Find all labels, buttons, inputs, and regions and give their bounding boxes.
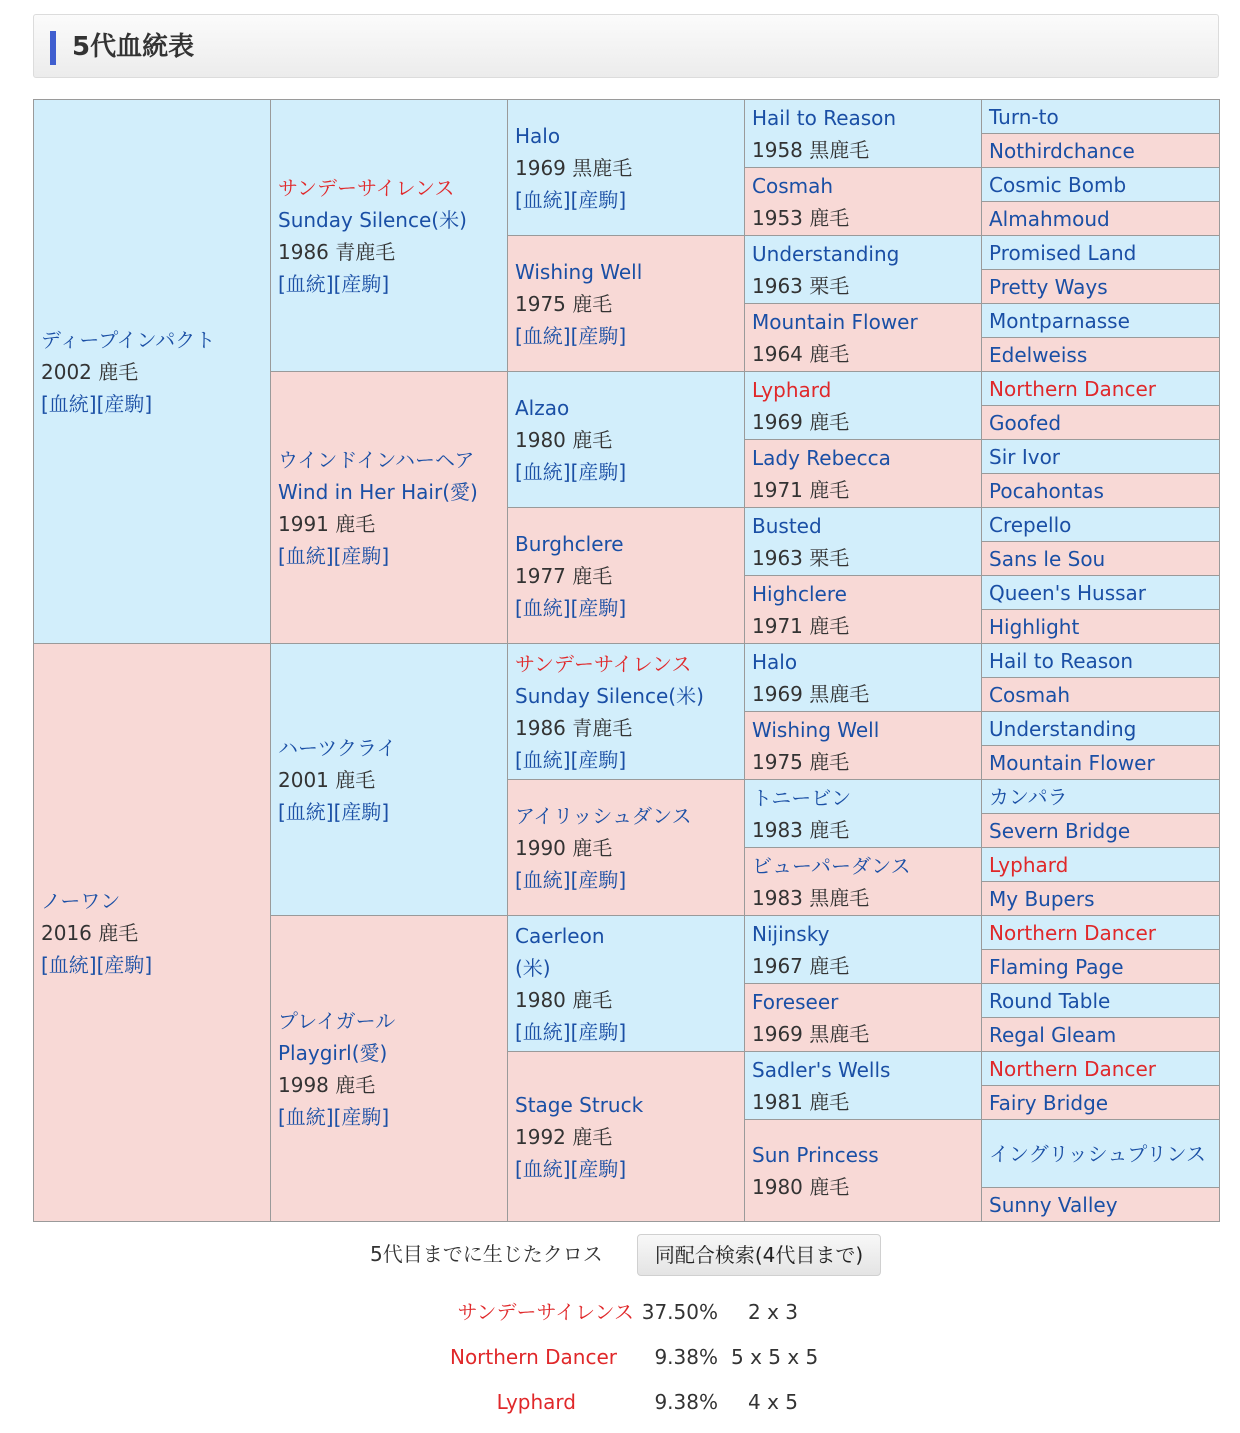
- horse-link[interactable]: Flaming Page: [989, 954, 1124, 979]
- pedigree-cell-g5: [982, 270, 1220, 304]
- pedigree-link[interactable]: [血統]: [515, 1019, 571, 1044]
- horse-link[interactable]: Northern Dancer: [989, 376, 1157, 401]
- horse-info: 2016 鹿毛: [41, 920, 139, 945]
- horse-link[interactable]: Severn Bridge: [989, 818, 1131, 843]
- header-accent-bar: [50, 31, 56, 65]
- horse-link[interactable]: Burghclere: [515, 531, 624, 556]
- section-header: [33, 14, 1219, 78]
- horse-link[interactable]: Highlight: [989, 614, 1080, 639]
- pedigree-cell-g5: [982, 134, 1220, 168]
- pedigree-cell-g4: [745, 168, 982, 236]
- horse-info: 1969 黒鹿毛: [752, 681, 870, 706]
- pedigree-link[interactable]: [血統]: [515, 187, 571, 212]
- horse-link-secondary[interactable]: Sunday Silence(米): [515, 683, 704, 708]
- pedigree-cell-g5: [982, 304, 1220, 338]
- horse-info: 1975 鹿毛: [515, 291, 613, 316]
- pedigree-cell-g4: [745, 780, 982, 848]
- similar-mating-search-button[interactable]: 同配合検索(4代目まで): [637, 1234, 881, 1276]
- horse-link[interactable]: Mountain Flower: [989, 750, 1155, 775]
- cross-horse-link[interactable]: Northern Dancer: [449, 1345, 617, 1369]
- horse-info: 2002 鹿毛: [41, 359, 139, 384]
- horse-link[interactable]: Caerleon: [515, 923, 605, 948]
- pedigree-cell-g4: [745, 848, 982, 916]
- horse-link[interactable]: イングリッシュプリンス: [989, 1141, 1206, 1166]
- horse-info: 1986 青鹿毛: [278, 239, 396, 264]
- horse-link[interactable]: プレイガール: [278, 1008, 396, 1033]
- offspring-link[interactable]: [産駒]: [333, 1104, 390, 1129]
- pedigree-cell-g3: [508, 644, 745, 780]
- pedigree-cell-dam: [34, 644, 271, 1222]
- horse-link[interactable]: Sans le Sou: [989, 546, 1106, 571]
- horse-link[interactable]: Queen's Hussar: [989, 580, 1147, 605]
- pedigree-links: [515, 744, 744, 776]
- offspring-link[interactable]: [産駒]: [96, 952, 153, 977]
- pedigree-links: [515, 320, 744, 352]
- pedigree-link[interactable]: [血統]: [41, 952, 97, 977]
- horse-link-secondary[interactable]: Sunday Silence(米): [278, 207, 467, 232]
- pedigree-cell-g3: [508, 1052, 745, 1222]
- horse-link[interactable]: Sadler's Wells: [752, 1057, 891, 1082]
- horse-link[interactable]: Nothirdchance: [989, 138, 1135, 163]
- horse-link[interactable]: Turn-to: [989, 104, 1059, 129]
- horse-info: 1963 栗毛: [752, 545, 850, 570]
- horse-link[interactable]: Northern Dancer: [989, 920, 1157, 945]
- pedigree-cell-g5: [982, 100, 1220, 134]
- horse-link[interactable]: Almahmoud: [989, 206, 1110, 231]
- pedigree-links: [278, 540, 507, 572]
- pedigree-cell-g4: [745, 236, 982, 304]
- horse-link[interactable]: Cosmah: [752, 173, 834, 198]
- horse-link[interactable]: Edelweiss: [989, 342, 1088, 367]
- horse-info: 1980 鹿毛: [752, 1174, 850, 1199]
- horse-info: 1969 黒鹿毛: [752, 1021, 870, 1046]
- pedigree-cell-g5: [982, 712, 1220, 746]
- pedigree-cell-g4: [745, 1052, 982, 1120]
- cross-percent: 37.50%: [641, 1300, 718, 1324]
- horse-info: 1953 鹿毛: [752, 205, 850, 230]
- pedigree-link[interactable]: [血統]: [278, 1104, 334, 1129]
- pedigree-cell-g2: [271, 644, 508, 916]
- horse-info: 1986 青鹿毛: [515, 715, 633, 740]
- pedigree-cell-g2: [271, 916, 508, 1222]
- pedigree-cell-g3: [508, 100, 745, 236]
- horse-link[interactable]: Wishing Well: [752, 717, 880, 742]
- pedigree-link[interactable]: [血統]: [515, 867, 571, 892]
- pedigree-cell-g5: [982, 1188, 1220, 1222]
- horse-link[interactable]: Foreseer: [752, 989, 839, 1014]
- pedigree-cell-g3: [508, 916, 745, 1052]
- horse-info: 1977 鹿毛: [515, 563, 613, 588]
- pedigree-cell-g5: [982, 916, 1220, 950]
- cross-pattern: 4 x 5: [748, 1390, 798, 1414]
- pedigree-link[interactable]: [血統]: [515, 323, 571, 348]
- offspring-link[interactable]: [産駒]: [96, 391, 153, 416]
- offspring-link[interactable]: [産駒]: [570, 1019, 627, 1044]
- horse-link[interactable]: ビューパーダンス: [752, 853, 911, 878]
- pedigree-link[interactable]: [血統]: [515, 595, 571, 620]
- horse-link[interactable]: Busted: [752, 513, 822, 538]
- pedigree-cell-g5: [982, 338, 1220, 372]
- horse-link[interactable]: Promised Land: [989, 240, 1137, 265]
- horse-link[interactable]: Northern Dancer: [989, 1056, 1157, 1081]
- horse-info: 1964 鹿毛: [752, 341, 850, 366]
- horse-info: 1991 鹿毛: [278, 511, 376, 536]
- cross-label: 5代目までに生じたクロス: [370, 1242, 603, 1266]
- horse-link[interactable]: Nijinsky: [752, 921, 830, 946]
- horse-link[interactable]: Fairy Bridge: [989, 1090, 1109, 1115]
- horse-link[interactable]: Understanding: [989, 716, 1137, 741]
- horse-link[interactable]: Mountain Flower: [752, 309, 918, 334]
- horse-info: 1981 鹿毛: [752, 1089, 850, 1114]
- pedigree-cell-g5: [982, 644, 1220, 678]
- horse-link[interactable]: Halo: [752, 649, 798, 674]
- pedigree-cell-g4: [745, 916, 982, 984]
- pedigree-cell-g3: [508, 780, 745, 916]
- horse-link[interactable]: アイリッシュダンス: [515, 803, 692, 828]
- pedigree-cell-g5: [982, 372, 1220, 406]
- pedigree-cell-g5: [982, 950, 1220, 984]
- pedigree-cell-g5: [982, 1086, 1220, 1120]
- horse-link[interactable]: サンデーサイレンス: [278, 175, 455, 200]
- pedigree-link[interactable]: [血統]: [278, 271, 334, 296]
- horse-link[interactable]: My Bupers: [989, 886, 1095, 911]
- horse-link[interactable]: Alzao: [515, 395, 570, 420]
- horse-link[interactable]: カンパラ: [989, 784, 1068, 809]
- horse-link[interactable]: Cosmic Bomb: [989, 172, 1127, 197]
- horse-info: 1992 鹿毛: [515, 1124, 613, 1149]
- horse-info: 1971 鹿毛: [752, 613, 850, 638]
- horse-info: 1990 鹿毛: [515, 835, 613, 860]
- cross-pattern: 5 x 5 x 5: [731, 1345, 819, 1369]
- pedigree-cell-g5: [982, 440, 1220, 474]
- pedigree-links: [41, 949, 270, 981]
- offspring-link[interactable]: [産駒]: [570, 459, 627, 484]
- horse-link[interactable]: Crepello: [989, 512, 1072, 537]
- horse-link[interactable]: ウインドインハーヘア: [278, 447, 475, 472]
- horse-link[interactable]: Round Table: [989, 988, 1111, 1013]
- horse-info: 1969 鹿毛: [752, 409, 850, 434]
- pedigree-cell-g4: [745, 712, 982, 780]
- pedigree-cell-g5: [982, 882, 1220, 916]
- pedigree-links: [515, 1016, 744, 1048]
- horse-link[interactable]: Stage Struck: [515, 1092, 644, 1117]
- pedigree-cell-g4: [745, 984, 982, 1052]
- pedigree-cell-g5: [982, 1052, 1220, 1086]
- pedigree-links: [515, 184, 744, 216]
- pedigree-cell-g4: [745, 372, 982, 440]
- pedigree-cell-g5: [982, 474, 1220, 508]
- horse-link[interactable]: Montparnasse: [989, 308, 1130, 333]
- pedigree-cell-g5: [982, 576, 1220, 610]
- pedigree-cell-g5: [982, 984, 1220, 1018]
- horse-info: 1967 鹿毛: [752, 953, 850, 978]
- cross-percent: 9.38%: [654, 1390, 718, 1414]
- horse-link[interactable]: トニービン: [752, 785, 852, 810]
- pedigree-links: [515, 864, 744, 896]
- pedigree-cell-g5: [982, 848, 1220, 882]
- horse-link-secondary[interactable]: (米): [515, 955, 551, 980]
- horse-info: 1980 鹿毛: [515, 987, 613, 1012]
- pedigree-cell-g5: [982, 168, 1220, 202]
- offspring-link[interactable]: [産駒]: [570, 867, 627, 892]
- horse-link[interactable]: Sunny Valley: [989, 1192, 1118, 1217]
- pedigree-cell-g4: [745, 100, 982, 168]
- pedigree-cell-g4: [745, 644, 982, 712]
- pedigree-links: [278, 796, 507, 828]
- pedigree-links: [515, 1153, 744, 1185]
- horse-info: 1963 栗毛: [752, 273, 850, 298]
- pedigree-cell-sire: [34, 100, 271, 644]
- pedigree-cell-g5: [982, 1018, 1220, 1052]
- horse-info: 1983 鹿毛: [752, 817, 850, 842]
- pedigree-table: [33, 99, 1220, 1222]
- horse-info: 1980 鹿毛: [515, 427, 613, 452]
- pedigree-link[interactable]: [血統]: [515, 747, 571, 772]
- horse-info: 1975 鹿毛: [752, 749, 850, 774]
- pedigree-cell-g4: [745, 304, 982, 372]
- pedigree-links: [278, 1101, 507, 1133]
- horse-link[interactable]: Highclere: [752, 581, 847, 606]
- pedigree-cell-g4: [745, 508, 982, 576]
- horse-link[interactable]: Regal Gleam: [989, 1022, 1117, 1047]
- horse-link-secondary[interactable]: Wind in Her Hair(愛): [278, 479, 478, 504]
- offspring-link[interactable]: [産駒]: [570, 747, 627, 772]
- horse-link[interactable]: Cosmah: [989, 682, 1071, 707]
- horse-link[interactable]: Hail to Reason: [989, 648, 1134, 673]
- horse-link[interactable]: Sun Princess: [752, 1142, 879, 1167]
- horse-link[interactable]: Understanding: [752, 241, 900, 266]
- pedigree-links: [515, 456, 744, 488]
- horse-info: 1998 鹿毛: [278, 1072, 376, 1097]
- offspring-link[interactable]: [産駒]: [570, 187, 627, 212]
- horse-link[interactable]: ディープインパクト: [41, 327, 216, 352]
- offspring-link[interactable]: [産駒]: [570, 1156, 627, 1181]
- pedigree-link[interactable]: [血統]: [515, 459, 571, 484]
- pedigree-cell-g5: [982, 610, 1220, 644]
- offspring-link[interactable]: [産駒]: [333, 271, 390, 296]
- pedigree-cell-g5: [982, 542, 1220, 576]
- cross-pattern: 2 x 3: [748, 1300, 798, 1324]
- pedigree-cell-g4: [745, 576, 982, 644]
- pedigree-link[interactable]: [血統]: [278, 543, 334, 568]
- offspring-link[interactable]: [産駒]: [570, 595, 627, 620]
- horse-link[interactable]: ノーワン: [41, 888, 121, 913]
- pedigree-link[interactable]: [血統]: [41, 391, 97, 416]
- pedigree-cell-g5: [982, 746, 1220, 780]
- pedigree-cell-g4: [745, 1120, 982, 1222]
- section-title: 5代血統表: [72, 32, 195, 62]
- pedigree-cell-g2: [271, 372, 508, 644]
- pedigree-cell-g5: [982, 508, 1220, 542]
- pedigree-links: [41, 388, 270, 420]
- pedigree-cell-g5: [982, 406, 1220, 440]
- horse-link-secondary[interactable]: Playgirl(愛): [278, 1040, 388, 1065]
- horse-link[interactable]: Pocahontas: [989, 478, 1104, 503]
- horse-info: 2001 鹿毛: [278, 767, 376, 792]
- pedigree-cell-g5: [982, 202, 1220, 236]
- pedigree-cell-g3: [508, 372, 745, 508]
- horse-info: 1971 鹿毛: [752, 477, 850, 502]
- pedigree-link[interactable]: [血統]: [515, 1156, 571, 1181]
- cross-horse-link[interactable]: Lyphard: [496, 1390, 576, 1414]
- pedigree-cell-g3: [508, 508, 745, 644]
- pedigree-cell-g5: [982, 236, 1220, 270]
- pedigree-links: [515, 592, 744, 624]
- pedigree-cell-g2: [271, 100, 508, 372]
- horse-link[interactable]: Goofed: [989, 410, 1062, 435]
- cross-horse-link[interactable]: サンデーサイレンス: [457, 1300, 634, 1324]
- pedigree-cell-g5: [982, 780, 1220, 814]
- offspring-link[interactable]: [産駒]: [333, 799, 390, 824]
- horse-link[interactable]: Halo: [515, 123, 561, 148]
- pedigree-cell-g5: [982, 1120, 1220, 1188]
- horse-link[interactable]: Lady Rebecca: [752, 445, 891, 470]
- horse-link[interactable]: Wishing Well: [515, 259, 643, 284]
- horse-link[interactable]: Lyphard: [989, 852, 1069, 877]
- cross-percent: 9.38%: [654, 1345, 718, 1369]
- horse-info: 1983 黒鹿毛: [752, 885, 870, 910]
- horse-link[interactable]: Hail to Reason: [752, 105, 897, 130]
- horse-link[interactable]: ハーツクライ: [278, 735, 397, 760]
- horse-info: 1969 黒鹿毛: [515, 155, 633, 180]
- pedigree-cell-g4: [745, 440, 982, 508]
- offspring-link[interactable]: [産駒]: [570, 323, 627, 348]
- horse-link[interactable]: Lyphard: [752, 377, 832, 402]
- pedigree-cell-g5: [982, 814, 1220, 848]
- horse-info: 1958 黒鹿毛: [752, 137, 870, 162]
- horse-link[interactable]: Pretty Ways: [989, 274, 1108, 299]
- pedigree-link[interactable]: [血統]: [278, 799, 334, 824]
- pedigree-cell-g5: [982, 678, 1220, 712]
- pedigree-links: [278, 268, 507, 300]
- pedigree-cell-g3: [508, 236, 745, 372]
- offspring-link[interactable]: [産駒]: [333, 543, 390, 568]
- horse-link[interactable]: サンデーサイレンス: [515, 651, 692, 676]
- horse-link[interactable]: Sir Ivor: [989, 444, 1061, 469]
